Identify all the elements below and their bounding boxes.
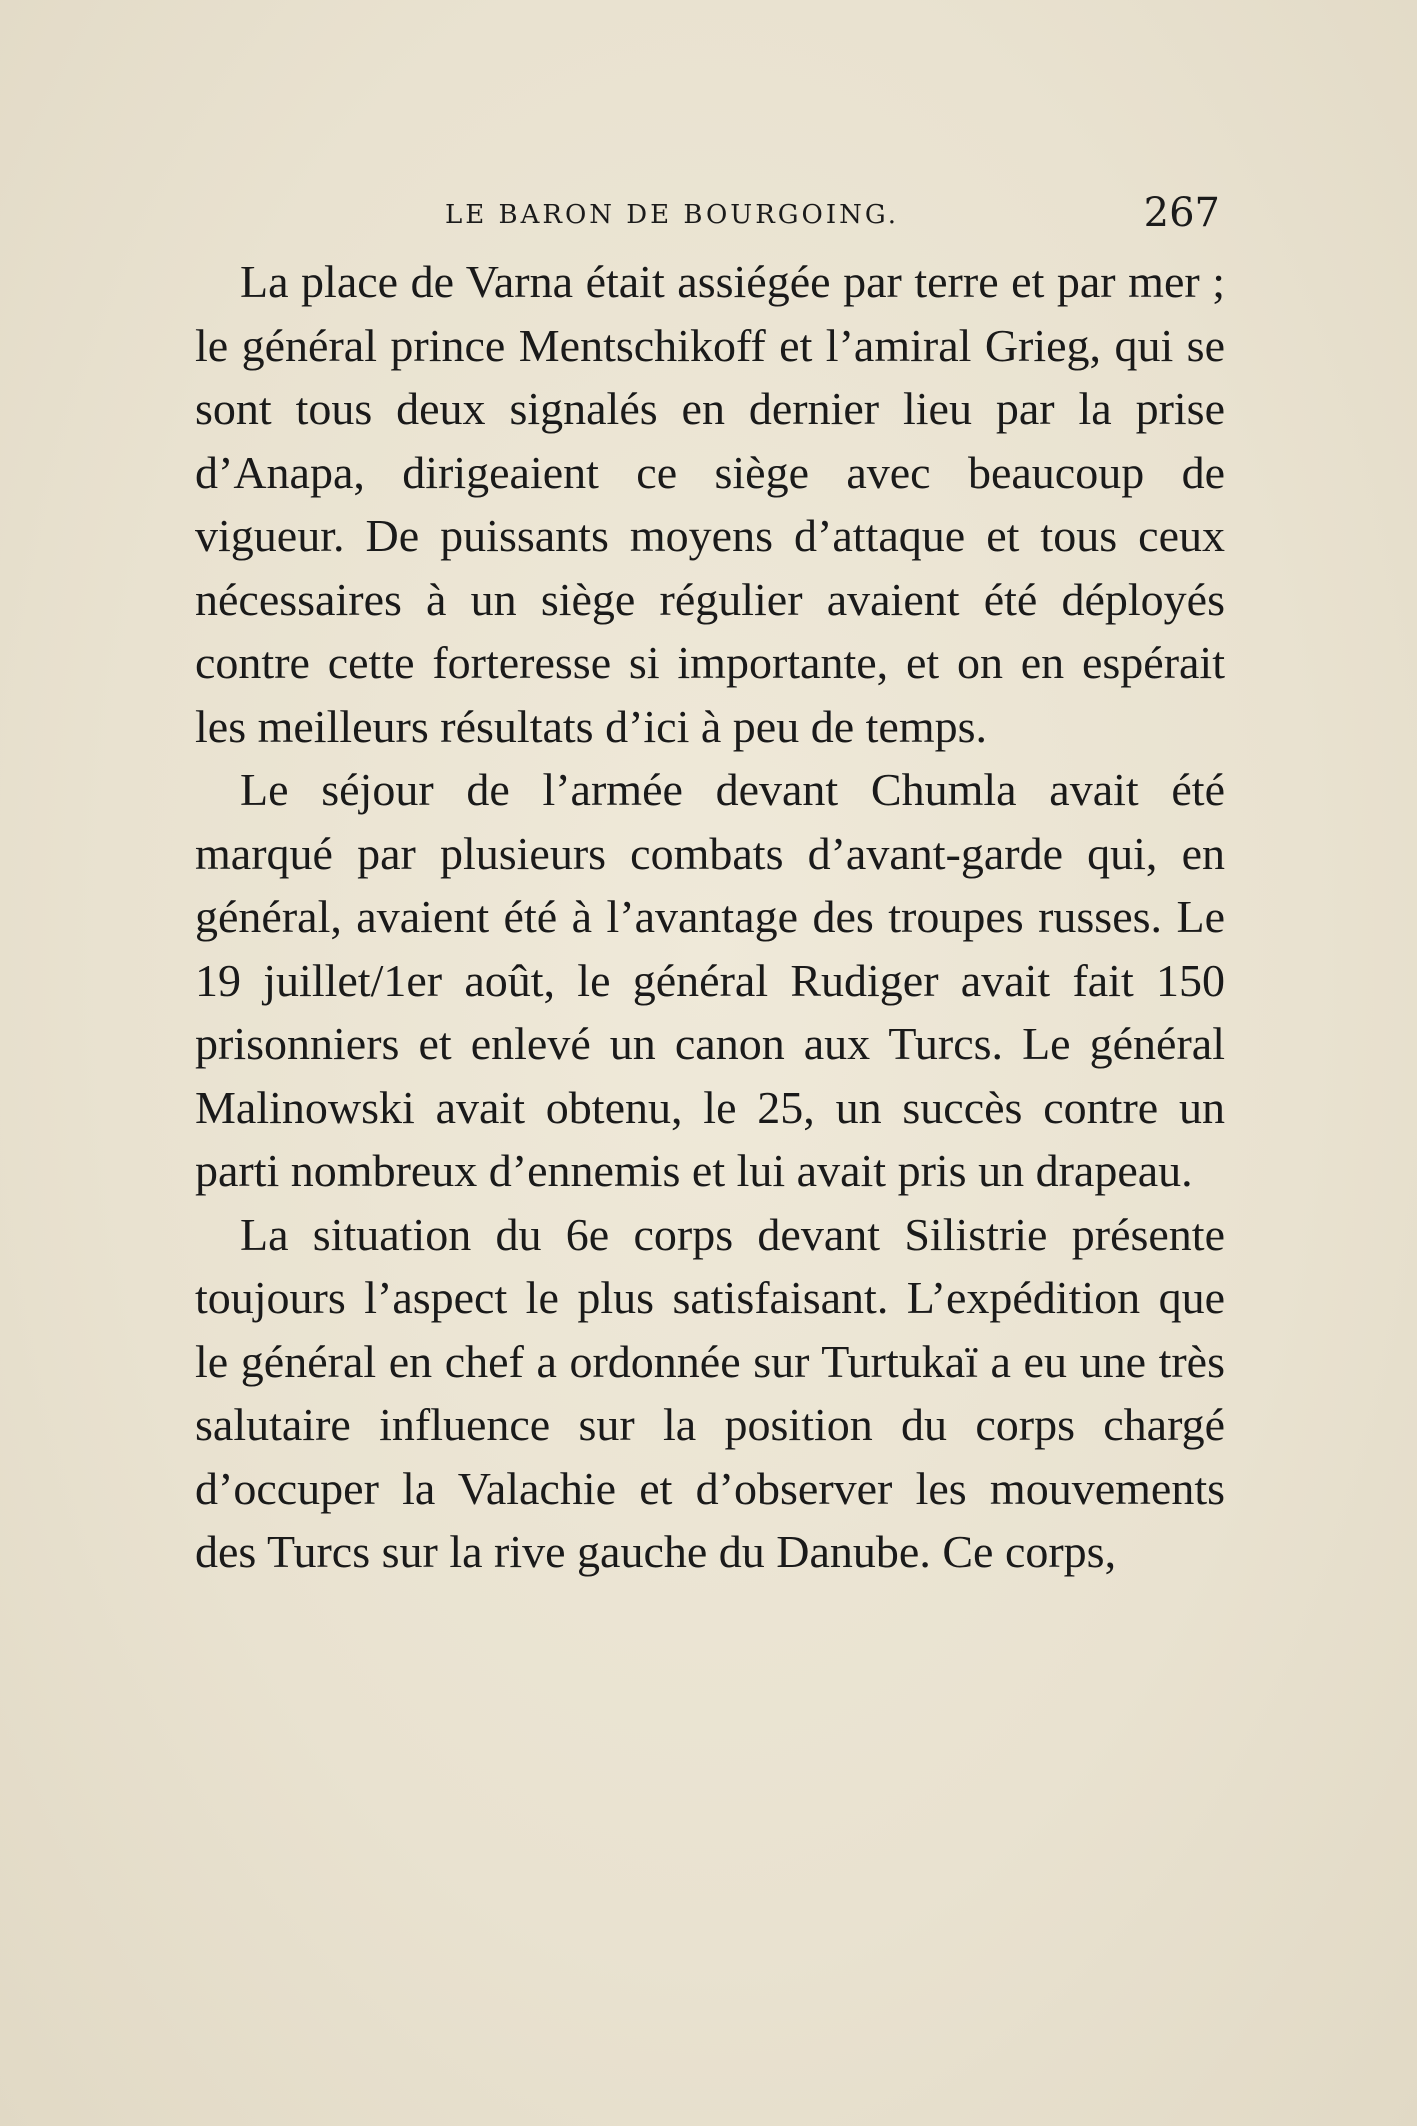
running-head: LE BARON DE BOURGOING. xyxy=(445,200,899,230)
page-header xyxy=(190,190,1220,250)
body-text xyxy=(195,250,1225,1584)
paragraph-chumla: Le séjour de l’armée devant Chumla avait été marqué par plusieurs combats d’avant-garde qui, en général, avaient été à l’avantage des troupes russes. Le 19 juillet/1er août, le général Rudiger avait fait 150 prisonniers et enlevé un canon aux Turcs. Le général Malinowski avait obtenu, le 25, un succès contre un parti nombreux d’ennemis et lui avait pris un drapeau. xyxy=(195,764,1225,1196)
paragraph-varna-siege: La place de Varna était assiégée par terre et par mer ; le général prince Mentschikoff et l’amiral Grieg, qui se sont tous deux signalés en dernier lieu par la prise d’Anapa, dirigeaient ce siège avec beaucoup de vigueur. De puissants moyens d’attaque et tous ceux nécessaires à un siège régulier avaient été déployés contre cette forteresse si importante, et on en espérait les meilleurs résultats d’ici à peu de temps. xyxy=(195,256,1225,752)
page-number: 267 xyxy=(1143,190,1220,236)
paragraph-silistrie: La situation du 6e corps devant Silistrie présente toujours l’aspect le plus satisfaisant. L’expédition que le général en chef a ordonnée sur Turtukaï a eu une très salutaire influence sur la position du corps chargé d’occuper la Valachie et d’observer les mouvements des Turcs sur la rive gauche du Danube. Ce corps, xyxy=(195,1208,1225,1577)
